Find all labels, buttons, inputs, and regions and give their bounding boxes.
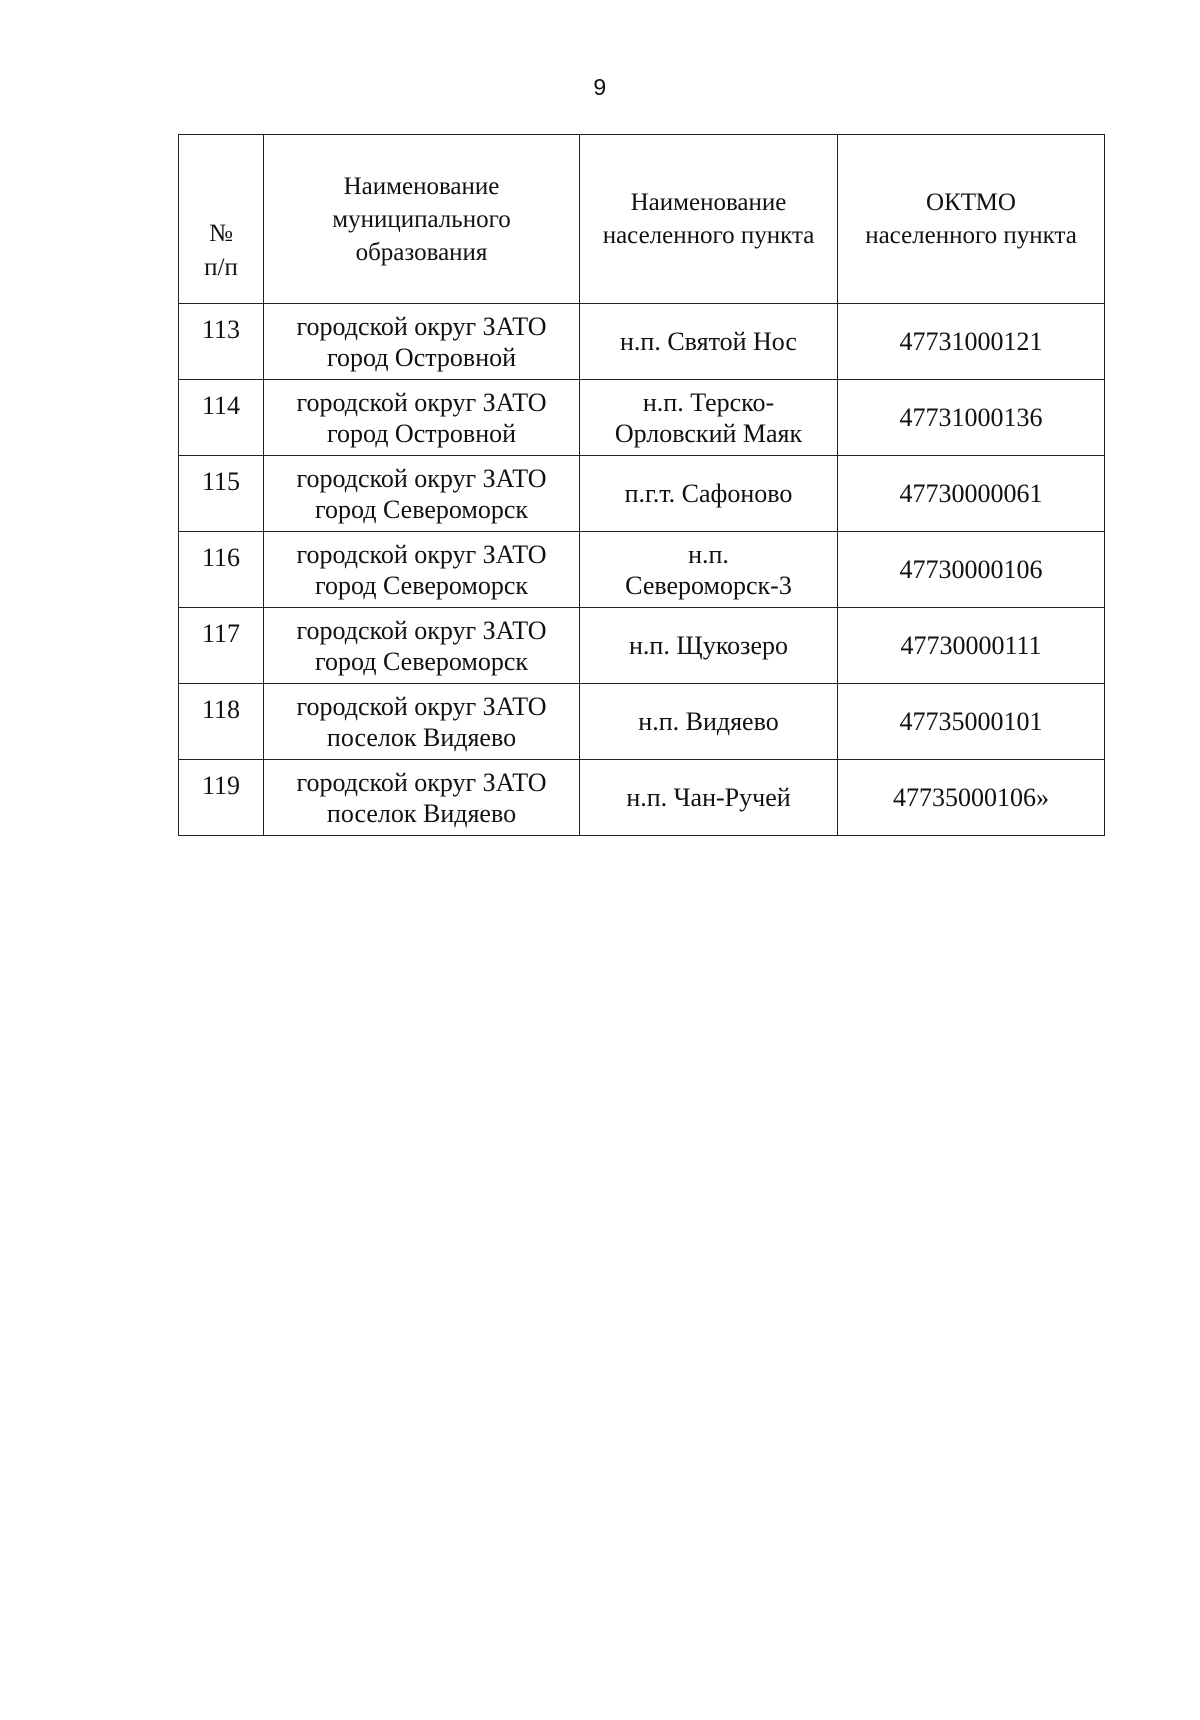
municipality-line: городской округ ЗАТО xyxy=(296,615,547,645)
table-row xyxy=(179,380,1105,456)
table-header xyxy=(179,135,1105,304)
oktmo-cell: 47731000136 xyxy=(838,380,1105,456)
municipality-cell xyxy=(264,760,580,836)
settlement-line: н.п. Терско- xyxy=(642,387,775,417)
settlements-oktmo-table xyxy=(178,134,1105,836)
municipality-cell xyxy=(264,608,580,684)
municipality-line: город Островной xyxy=(326,418,517,448)
row-number: 115 xyxy=(179,456,264,532)
settlement-cell xyxy=(580,456,838,532)
header-municipality xyxy=(264,135,580,304)
municipality-line: городской округ ЗАТО xyxy=(296,463,547,493)
table-row xyxy=(179,304,1105,380)
municipality-line: городской округ ЗАТО xyxy=(296,691,547,721)
table-row xyxy=(179,532,1105,608)
settlement-line: н.п. Щукозеро xyxy=(629,631,788,660)
municipality-cell xyxy=(264,684,580,760)
header-municipality-line: муниципального xyxy=(332,205,511,233)
settlement-cell xyxy=(580,608,838,684)
municipality-line: городской округ ЗАТО xyxy=(296,767,547,797)
oktmo-cell: 47730000106 xyxy=(838,532,1105,608)
page-number: 9 xyxy=(593,74,607,100)
settlement-line: н.п. Чан-Ручей xyxy=(626,783,791,812)
header-settlement xyxy=(580,135,838,304)
header-oktmo xyxy=(838,135,1105,304)
settlement-line: н.п. xyxy=(688,539,729,569)
municipality-line: городской округ ЗАТО xyxy=(296,387,547,417)
municipality-line: городской округ ЗАТО xyxy=(296,311,547,341)
row-number: 118 xyxy=(179,684,264,760)
settlement-line: н.п. Святой Нос xyxy=(620,327,797,356)
municipality-line: город Североморск xyxy=(315,494,528,524)
header-number-sign: № xyxy=(209,220,233,247)
municipality-line: город Островной xyxy=(326,342,517,372)
table-row xyxy=(179,684,1105,760)
header-row xyxy=(179,135,1105,304)
settlement-cell xyxy=(580,532,838,608)
row-number: 116 xyxy=(179,532,264,608)
row-number: 119 xyxy=(179,760,264,836)
oktmo-cell: 47731000121 xyxy=(838,304,1105,380)
settlement-cell xyxy=(580,684,838,760)
row-number: 117 xyxy=(179,608,264,684)
header-oktmo-line: населенного пункта xyxy=(865,222,1077,249)
municipality-line: город Североморск xyxy=(315,646,528,676)
header-number-label: п/п xyxy=(204,254,238,281)
settlement-line: н.п. Видяево xyxy=(638,707,779,736)
table-body xyxy=(179,304,1105,836)
municipality-line: поселок Видяево xyxy=(326,798,517,828)
header-oktmo-line: ОКТМО xyxy=(926,189,1016,216)
municipality-cell xyxy=(264,456,580,532)
municipality-line: город Североморск xyxy=(315,570,528,600)
table-row xyxy=(179,608,1105,684)
municipality-line: поселок Видяево xyxy=(326,722,517,752)
settlement-cell xyxy=(580,304,838,380)
settlement-line: п.г.т. Сафоново xyxy=(624,479,793,508)
settlement-cell xyxy=(580,380,838,456)
header-settlement-line: населенного пункта xyxy=(602,222,815,249)
table-row xyxy=(179,456,1105,532)
settlement-line: Североморск-3 xyxy=(625,570,792,600)
oktmo-cell: 47730000061 xyxy=(838,456,1105,532)
municipality-cell xyxy=(264,380,580,456)
municipality-cell xyxy=(264,304,580,380)
header-municipality-line: Наименование xyxy=(343,172,500,200)
municipality-line: городской округ ЗАТО xyxy=(296,539,547,569)
header-settlement-line: Наименование xyxy=(630,189,787,216)
oktmo-cell: 47730000111 xyxy=(838,608,1105,684)
header-municipality-line: образования xyxy=(355,238,488,266)
table-row xyxy=(179,760,1105,836)
row-number: 114 xyxy=(179,380,264,456)
row-number: 113 xyxy=(179,304,264,380)
settlement-cell xyxy=(580,760,838,836)
header-number xyxy=(179,135,264,304)
municipality-cell xyxy=(264,532,580,608)
settlement-line: Орловский Маяк xyxy=(614,418,803,448)
oktmo-cell: 47735000101 xyxy=(838,684,1105,760)
oktmo-cell: 47735000106» xyxy=(838,760,1105,836)
